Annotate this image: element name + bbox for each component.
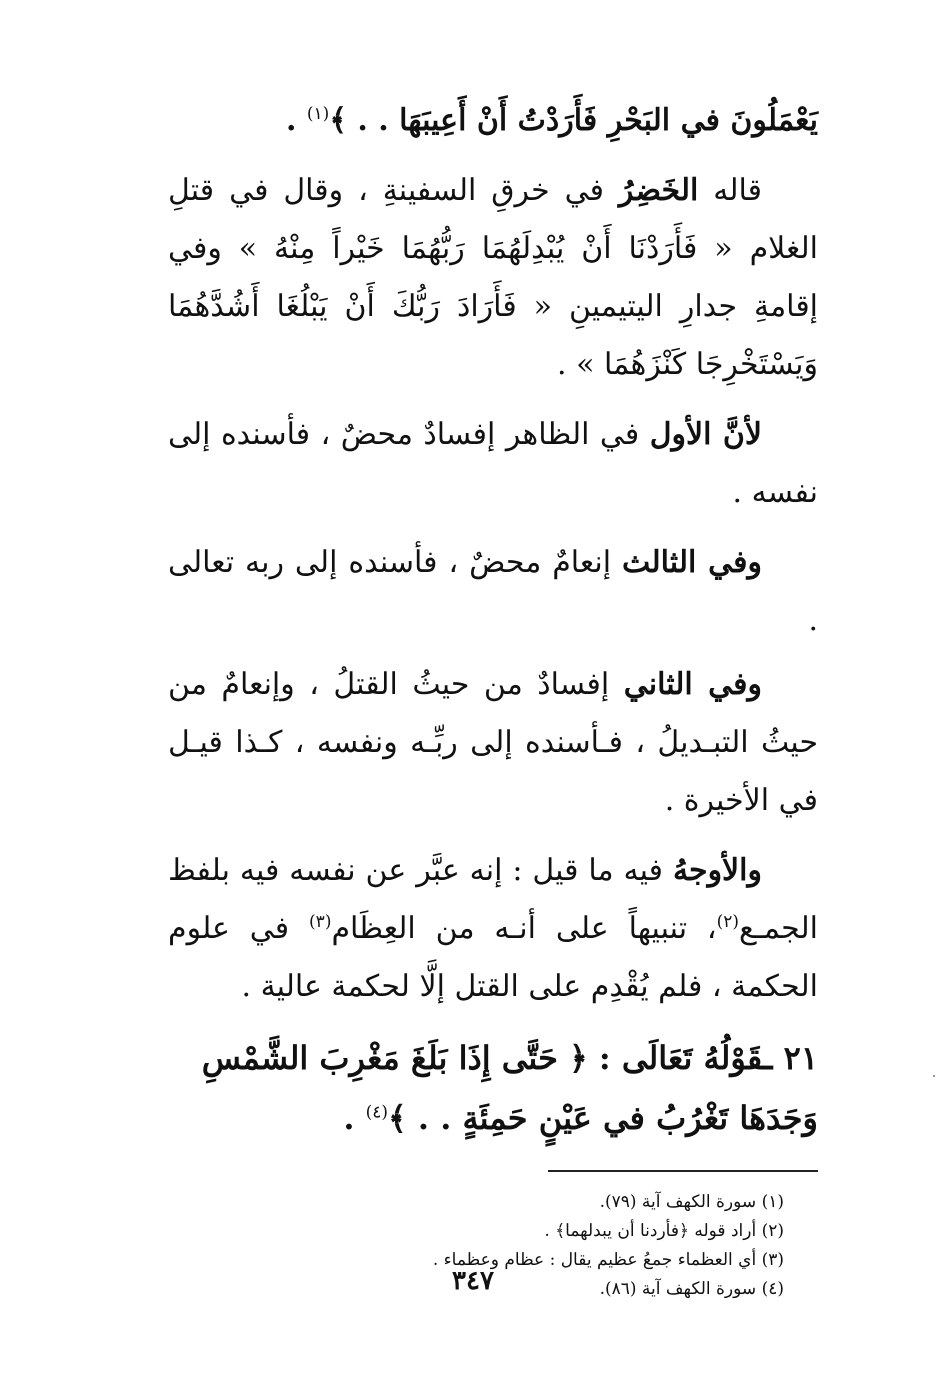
keyword-third: وفي الثالث	[622, 545, 763, 580]
verse-end: .	[286, 103, 307, 138]
footnote-1: (١) سورة الكهف آية (٧٩).	[599, 1192, 784, 1212]
qawluhu-taala: قَوْلُهُ تَعَالَى	[621, 1039, 764, 1077]
footnote-separator	[548, 1170, 818, 1172]
keyword-khidr: الخَضِرُ	[618, 173, 699, 208]
entry-number: ٢١ ـ	[763, 1039, 818, 1077]
verse-text: حَتَّى إِذَا بَلَغَ مَغْرِبَ الشَّمْسِ وَجَدَهَا تَغْرُبُ في عَيْنٍ حَمِئَةٍ . . ﴾	[201, 1039, 818, 1137]
paragraph-first	[168, 406, 818, 522]
paragraph-text: في علوم الحكمة ، فلم يُقْدِم على القتل إلَّا لحكمة عالية .	[168, 911, 818, 1004]
footnote-3: (٣) أي العظماء جمعُ عظيم يقال : عظام وعظماء .	[432, 1250, 784, 1270]
paragraph-text: في الظاهر إفسادٌ محضٌ ، فأسنده إلى نفسه .	[168, 417, 818, 510]
paragraph-text: ، تنبيهاً على أنـه من العِظَام	[331, 911, 717, 946]
keyword-second: وفي الثاني	[623, 667, 762, 702]
paragraph-lead: قاله	[698, 173, 763, 208]
margin-speck	[933, 1075, 935, 1077]
paragraph-text: في خرقِ السفينةِ ، وقال في قتلِ الغلام « فَأَرَدْنَا أَنْ يُبْدِلَهُمَا رَبُّهُمَا خَيْراً مِنْهُ » وفي إقامةِ جدارِ اليتيمينِ « فَأَرَادَ رَبُّكَ أَنْ يَبْلُغَا أَشُدَّهُمَا وَيَسْتَخْرِجَا كَنْزَهُمَا » .	[168, 173, 818, 382]
paragraph-text: إفسادٌ من حيثُ القتلُ ، وإنعامٌ من حيثُ التبـديلُ ، فـأسنده إلى ربِّـه ونفسه ، كـذا قيـل في الأخيرة .	[168, 667, 818, 818]
colon-bracket: : ﴿	[557, 1039, 622, 1077]
footnote-marker-3[interactable]: (٣)	[309, 912, 332, 932]
paragraph-khidr	[168, 162, 818, 394]
page-number: ٣٤٧	[452, 1266, 494, 1296]
paragraph-second	[168, 656, 818, 830]
footnote-marker-2[interactable]: (٢)	[716, 912, 740, 932]
keyword-first: لأنَّ الأول	[649, 417, 762, 452]
paragraph-text: إنعامٌ محضٌ ، فأسنده إلى ربه تعالى .	[168, 545, 818, 638]
verse-end: .	[343, 1099, 366, 1137]
paragraph-preferred	[168, 842, 818, 1016]
paragraph-third	[168, 534, 818, 650]
paragraph-text: فيه ما قيل : إنه عبَّر عن نفسه فيه بلفظ الجمـع	[168, 853, 818, 946]
keyword-preferred: والأوجهُ	[672, 853, 762, 888]
entry-21	[168, 1028, 818, 1148]
footnote-marker-4[interactable]: (٤)	[365, 1102, 389, 1123]
verse-text: يَعْمَلُونَ في البَحْرِ فَأَرَدْتُ أَنْ أَعِيبَهَا . . ﴾	[329, 103, 818, 138]
footnote-4: (٤) سورة الكهف آية (٨٦).	[599, 1279, 784, 1299]
page-body	[168, 92, 818, 1304]
footnote-2: (٢) أراد قوله ﴿فأردنا أن يبدلهما﴾ .	[544, 1221, 784, 1241]
footnote-marker-1[interactable]: (١)	[306, 104, 330, 124]
verse-continuation	[168, 92, 818, 150]
